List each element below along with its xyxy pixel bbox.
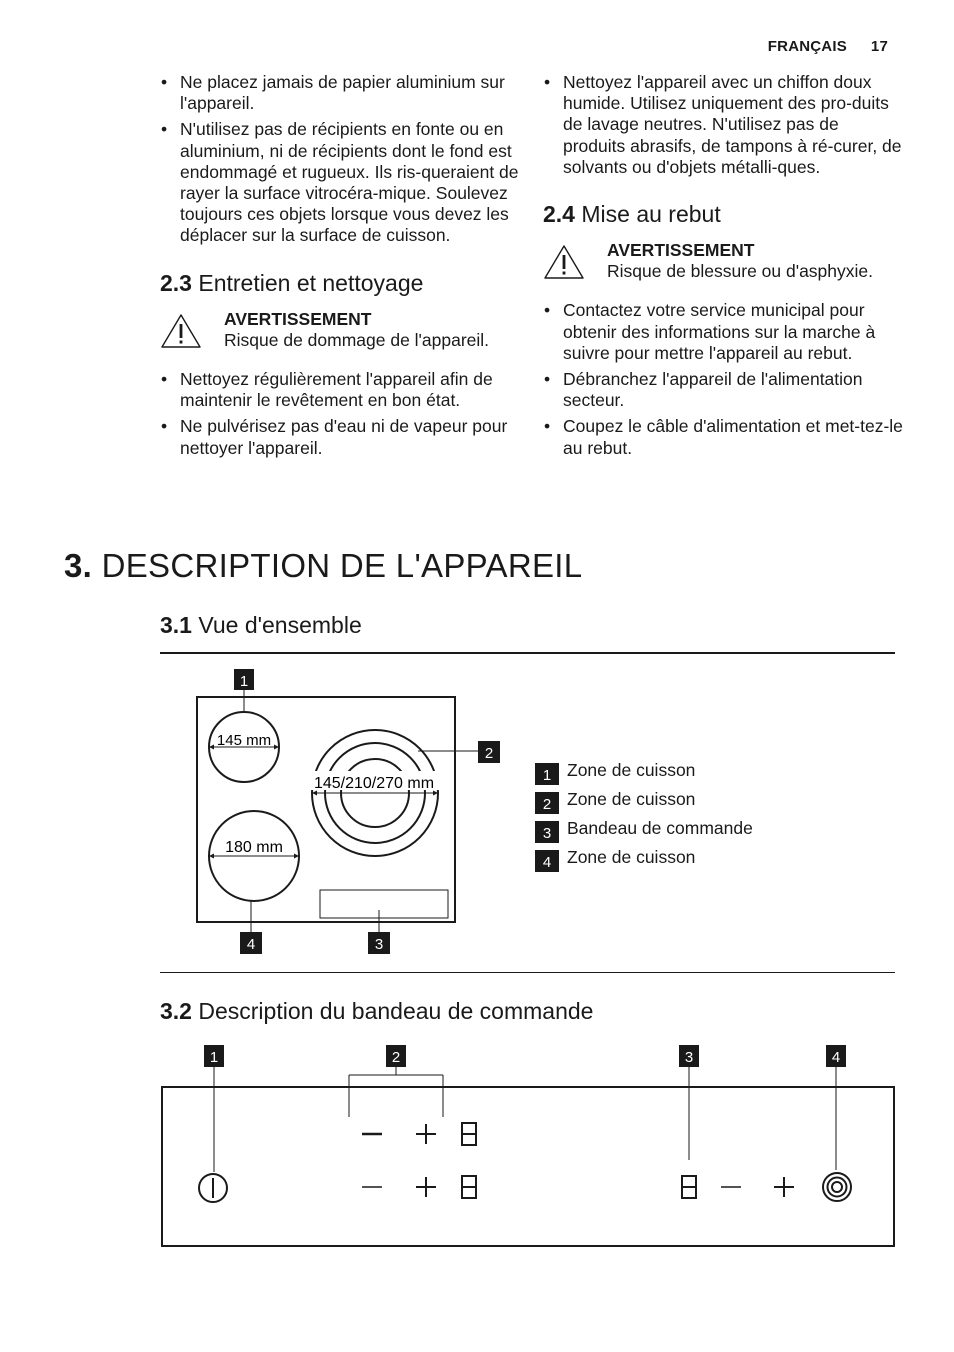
hob-legend xyxy=(535,756,753,872)
right-bullets-top xyxy=(543,72,903,178)
list-item: • Coupez le câble d'alimentation et met-tez-le au rebut. xyxy=(543,416,903,458)
section-3-1-heading xyxy=(160,611,362,639)
divider xyxy=(160,652,895,654)
section-number: 2.4 xyxy=(543,201,575,228)
zone-4-size-label: 180 mm xyxy=(225,839,283,856)
left-bullets-bottom xyxy=(160,369,520,459)
list-item: • N'utilisez pas de récipients en fonte ou en aluminium, ni de récipients dont le fond est endommagé et rugueux. Ils ris-queraient de rayer la surface vitrocéra-mique. Soulevez toujours ces objets lorsque vous devez les déplacer sur la surface de cuisson. xyxy=(160,119,520,246)
section-2-3-heading xyxy=(160,269,520,297)
callout-1 xyxy=(234,669,254,690)
left-column xyxy=(160,72,520,464)
list-item: • Débranchez l'appareil de l'alimentation secteur. xyxy=(543,369,903,411)
warning-triangle-icon xyxy=(543,244,585,280)
section-title: Entretien et nettoyage xyxy=(198,269,424,296)
callout-label: 1 xyxy=(209,1049,219,1066)
callout-label: 1 xyxy=(239,673,249,690)
section-number: 3.2 xyxy=(160,998,192,1024)
callout-label: 3 xyxy=(684,1049,694,1066)
seven-segment-display-icon xyxy=(682,1176,696,1198)
warning-title: AVERTISSEMENT xyxy=(224,308,372,329)
section-3-heading xyxy=(64,546,582,586)
list-item: • Ne placez jamais de papier aluminium sur l'appareil. xyxy=(160,72,520,114)
callout-label: 4 xyxy=(831,1049,841,1066)
right-column xyxy=(543,72,903,464)
legend-number: 4 xyxy=(535,850,559,872)
legend-text: Bandeau de commande xyxy=(567,818,753,838)
divider xyxy=(160,972,895,973)
section-3-2-heading xyxy=(160,997,593,1025)
callout-4 xyxy=(240,932,262,954)
seven-segment-display-icon xyxy=(462,1123,476,1145)
section-number: 2.3 xyxy=(160,269,192,296)
warning-text: Risque de dommage de l'appareil. xyxy=(224,329,490,350)
legend-number: 1 xyxy=(535,763,559,785)
multi-ring-zone-icon[interactable] xyxy=(823,1173,851,1201)
zone-2-size-label: 145/210/270 mm xyxy=(313,775,435,792)
control-panel-diagram xyxy=(0,1040,954,1255)
hob-overview-diagram xyxy=(0,660,954,965)
right-bullets-bottom xyxy=(543,300,903,458)
plus-icon[interactable] xyxy=(416,1177,436,1197)
list-item: • Contactez votre service municipal pour obtenir des informations sur la marche à suivre pour mettre l'appareil au rebut. xyxy=(543,300,903,364)
legend-item xyxy=(535,756,753,785)
legend-number: 3 xyxy=(535,821,559,843)
power-icon[interactable] xyxy=(199,1174,227,1202)
callout-2 xyxy=(386,1045,406,1067)
section-2-4-heading xyxy=(543,200,903,228)
section-number: 3.1 xyxy=(160,612,192,638)
legend-text: Zone de cuisson xyxy=(567,847,696,867)
section-number: 3. xyxy=(64,547,93,584)
list-item: • Nettoyez régulièrement l'appareil afin de maintenir le revêtement en bon état. xyxy=(160,369,520,411)
left-bullets-top xyxy=(160,72,520,247)
legend-number: 2 xyxy=(535,792,559,814)
legend-item xyxy=(535,843,753,872)
list-item: • Ne pulvérisez pas d'eau ni de vapeur pour nettoyer l'appareil. xyxy=(160,416,520,458)
section-title: Vue d'ensemble xyxy=(198,612,362,638)
callout-label: 2 xyxy=(391,1049,401,1066)
callout-3 xyxy=(679,1045,699,1067)
callout-1 xyxy=(204,1045,224,1067)
warning-block xyxy=(160,309,520,351)
list-item: • Nettoyez l'appareil avec un chiffon doux humide. Utilisez uniquement des pro-duits de lavage neutres. N'utilisez pas de produits abrasifs, de tampons à ré-curer, de solvants ou d'objets métalli-ques. xyxy=(543,72,903,178)
warning-triangle-icon xyxy=(160,313,202,349)
plus-icon[interactable] xyxy=(774,1177,794,1197)
section-title: Mise au rebut xyxy=(581,201,721,228)
warning-text: Risque de blessure ou d'asphyxie. xyxy=(607,261,874,282)
legend-text: Zone de cuisson xyxy=(567,789,696,809)
callout-4 xyxy=(826,1045,846,1067)
legend-item xyxy=(535,785,753,814)
header-language: FRANÇAIS xyxy=(767,38,847,55)
warning-title: AVERTISSEMENT xyxy=(607,240,755,261)
callout-label: 3 xyxy=(374,936,384,953)
plus-icon[interactable] xyxy=(416,1124,436,1144)
callout-2 xyxy=(478,741,500,763)
callout-3 xyxy=(368,932,390,954)
header-page-number: 17 xyxy=(870,38,888,55)
callout-label: 4 xyxy=(246,936,256,953)
seven-segment-display-icon xyxy=(462,1176,476,1198)
legend-item xyxy=(535,814,753,843)
page-header xyxy=(768,38,888,55)
section-title: Description du bandeau de commande xyxy=(198,998,594,1024)
section-title: DESCRIPTION DE L'APPAREIL xyxy=(101,547,583,584)
legend-text: Zone de cuisson xyxy=(567,760,696,780)
warning-block xyxy=(543,240,903,282)
zone-1-size-label: 145 mm xyxy=(216,732,272,749)
callout-label: 2 xyxy=(484,745,494,762)
